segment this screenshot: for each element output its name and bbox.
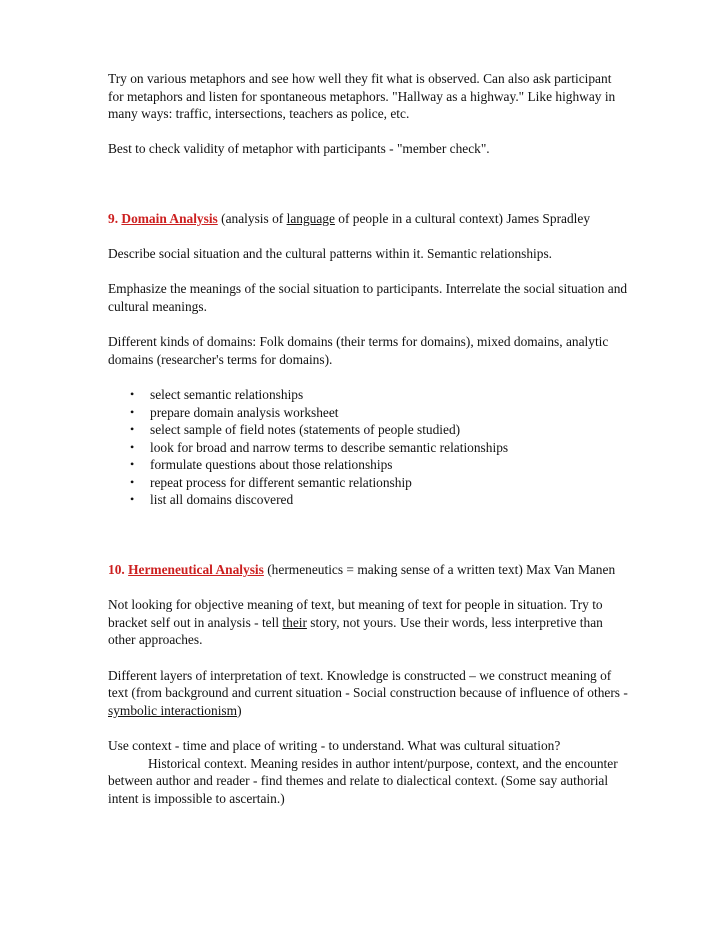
section-10-p2-pre: Different layers of interpretation of text. Knowledge is constructed – we construct meaning of text (from background and current situation - Social construction because of influence of others - — [108, 667, 628, 701]
section-10-heading — [108, 561, 628, 579]
list-item — [130, 421, 628, 439]
bullet-icon: • — [130, 474, 135, 489]
section-10-p1-underlined: their — [282, 614, 307, 630]
section-10-heading-post: (hermeneutics = making sense of a written text) Max Van Manen — [263, 562, 616, 578]
section-10-paragraph-2 — [108, 667, 628, 720]
intro-paragraph-1: Try on various metaphors and see how well they fit what is observed. Can also ask participant for metaphors and listen for spontaneous metaphors. "Hallway as a highway." Like highway in many ways: traffic, intersections, teachers as police, etc. — [108, 71, 616, 122]
list-item-text: formulate questions about those relationships — [150, 457, 393, 473]
list-item-text: prepare domain analysis worksheet — [150, 404, 339, 420]
section-9-heading-underlined: language — [286, 210, 335, 226]
list-item-text: select semantic relationships — [150, 386, 304, 402]
list-item-text: select sample of field notes (statements of people studied) — [150, 422, 461, 438]
section-10-number: 10. — [108, 562, 125, 578]
section-9-paragraph-1: Describe social situation and the cultural patterns within it. Semantic relationships. — [108, 246, 553, 262]
domain-analysis-steps-list — [108, 386, 628, 509]
list-item — [130, 491, 628, 509]
section-10-p3-line1: Use context - time and place of writing - to understand. What was cultural situation? — [108, 738, 561, 753]
intro-paragraph-2: Best to check validity of metaphor with participants - "member check". — [108, 141, 490, 157]
section-10-p2-post: ) — [237, 702, 242, 718]
bullet-icon: • — [130, 422, 135, 437]
list-item — [130, 404, 628, 422]
bullet-icon: • — [130, 492, 135, 507]
bullet-icon: • — [130, 404, 135, 419]
section-10-p1-pre: Not looking for objective meaning of text, but meaning of text for people in situation. Try to bracket self out in analysis - tell — [108, 597, 603, 630]
section-10-paragraph-1 — [108, 596, 628, 649]
section-10-p2-underlined: symbolic interactionism — [108, 702, 238, 718]
section-10-p1-post: story, not yours. Use their words, less interpretive than other approaches. — [108, 614, 603, 648]
bullet-icon: • — [130, 386, 135, 401]
section-9-paragraph-3: Different kinds of domains: Folk domains (their terms for domains), mixed domains, analytic domains (researcher's terms for domains). — [108, 334, 609, 367]
section-9-heading-pre: (analysis of — [217, 210, 287, 226]
list-item — [130, 386, 628, 404]
section-9-heading — [108, 210, 628, 228]
list-item-text: list all domains discovered — [150, 492, 294, 508]
list-item — [130, 474, 628, 492]
list-item-text: repeat process for different semantic relationship — [150, 474, 412, 490]
list-item — [130, 439, 628, 457]
section-9-paragraph-2: Emphasize the meanings of the social situation to participants. Interrelate the social situation and cultural meanings. — [108, 281, 628, 314]
bullet-icon: • — [130, 457, 135, 472]
section-10-paragraph-3 — [108, 737, 628, 807]
section-9-title: Domain Analysis — [121, 210, 218, 226]
document-page — [108, 70, 628, 825]
list-item — [130, 456, 628, 474]
section-9-heading-post: of people in a cultural context) James Spradley — [334, 210, 591, 226]
section-10-title: Hermeneutical Analysis — [128, 562, 264, 578]
section-10-p3-rest: Historical context. Meaning resides in author intent/purpose, context, and the encounter between author and reader - find themes and relate to dialectical context. (Some say authorial intent is impossible to ascertain.) — [108, 755, 618, 806]
bullet-icon: • — [130, 439, 135, 454]
list-item-text: look for broad and narrow terms to describe semantic relationships — [150, 439, 509, 455]
section-9-number: 9. — [108, 210, 119, 226]
